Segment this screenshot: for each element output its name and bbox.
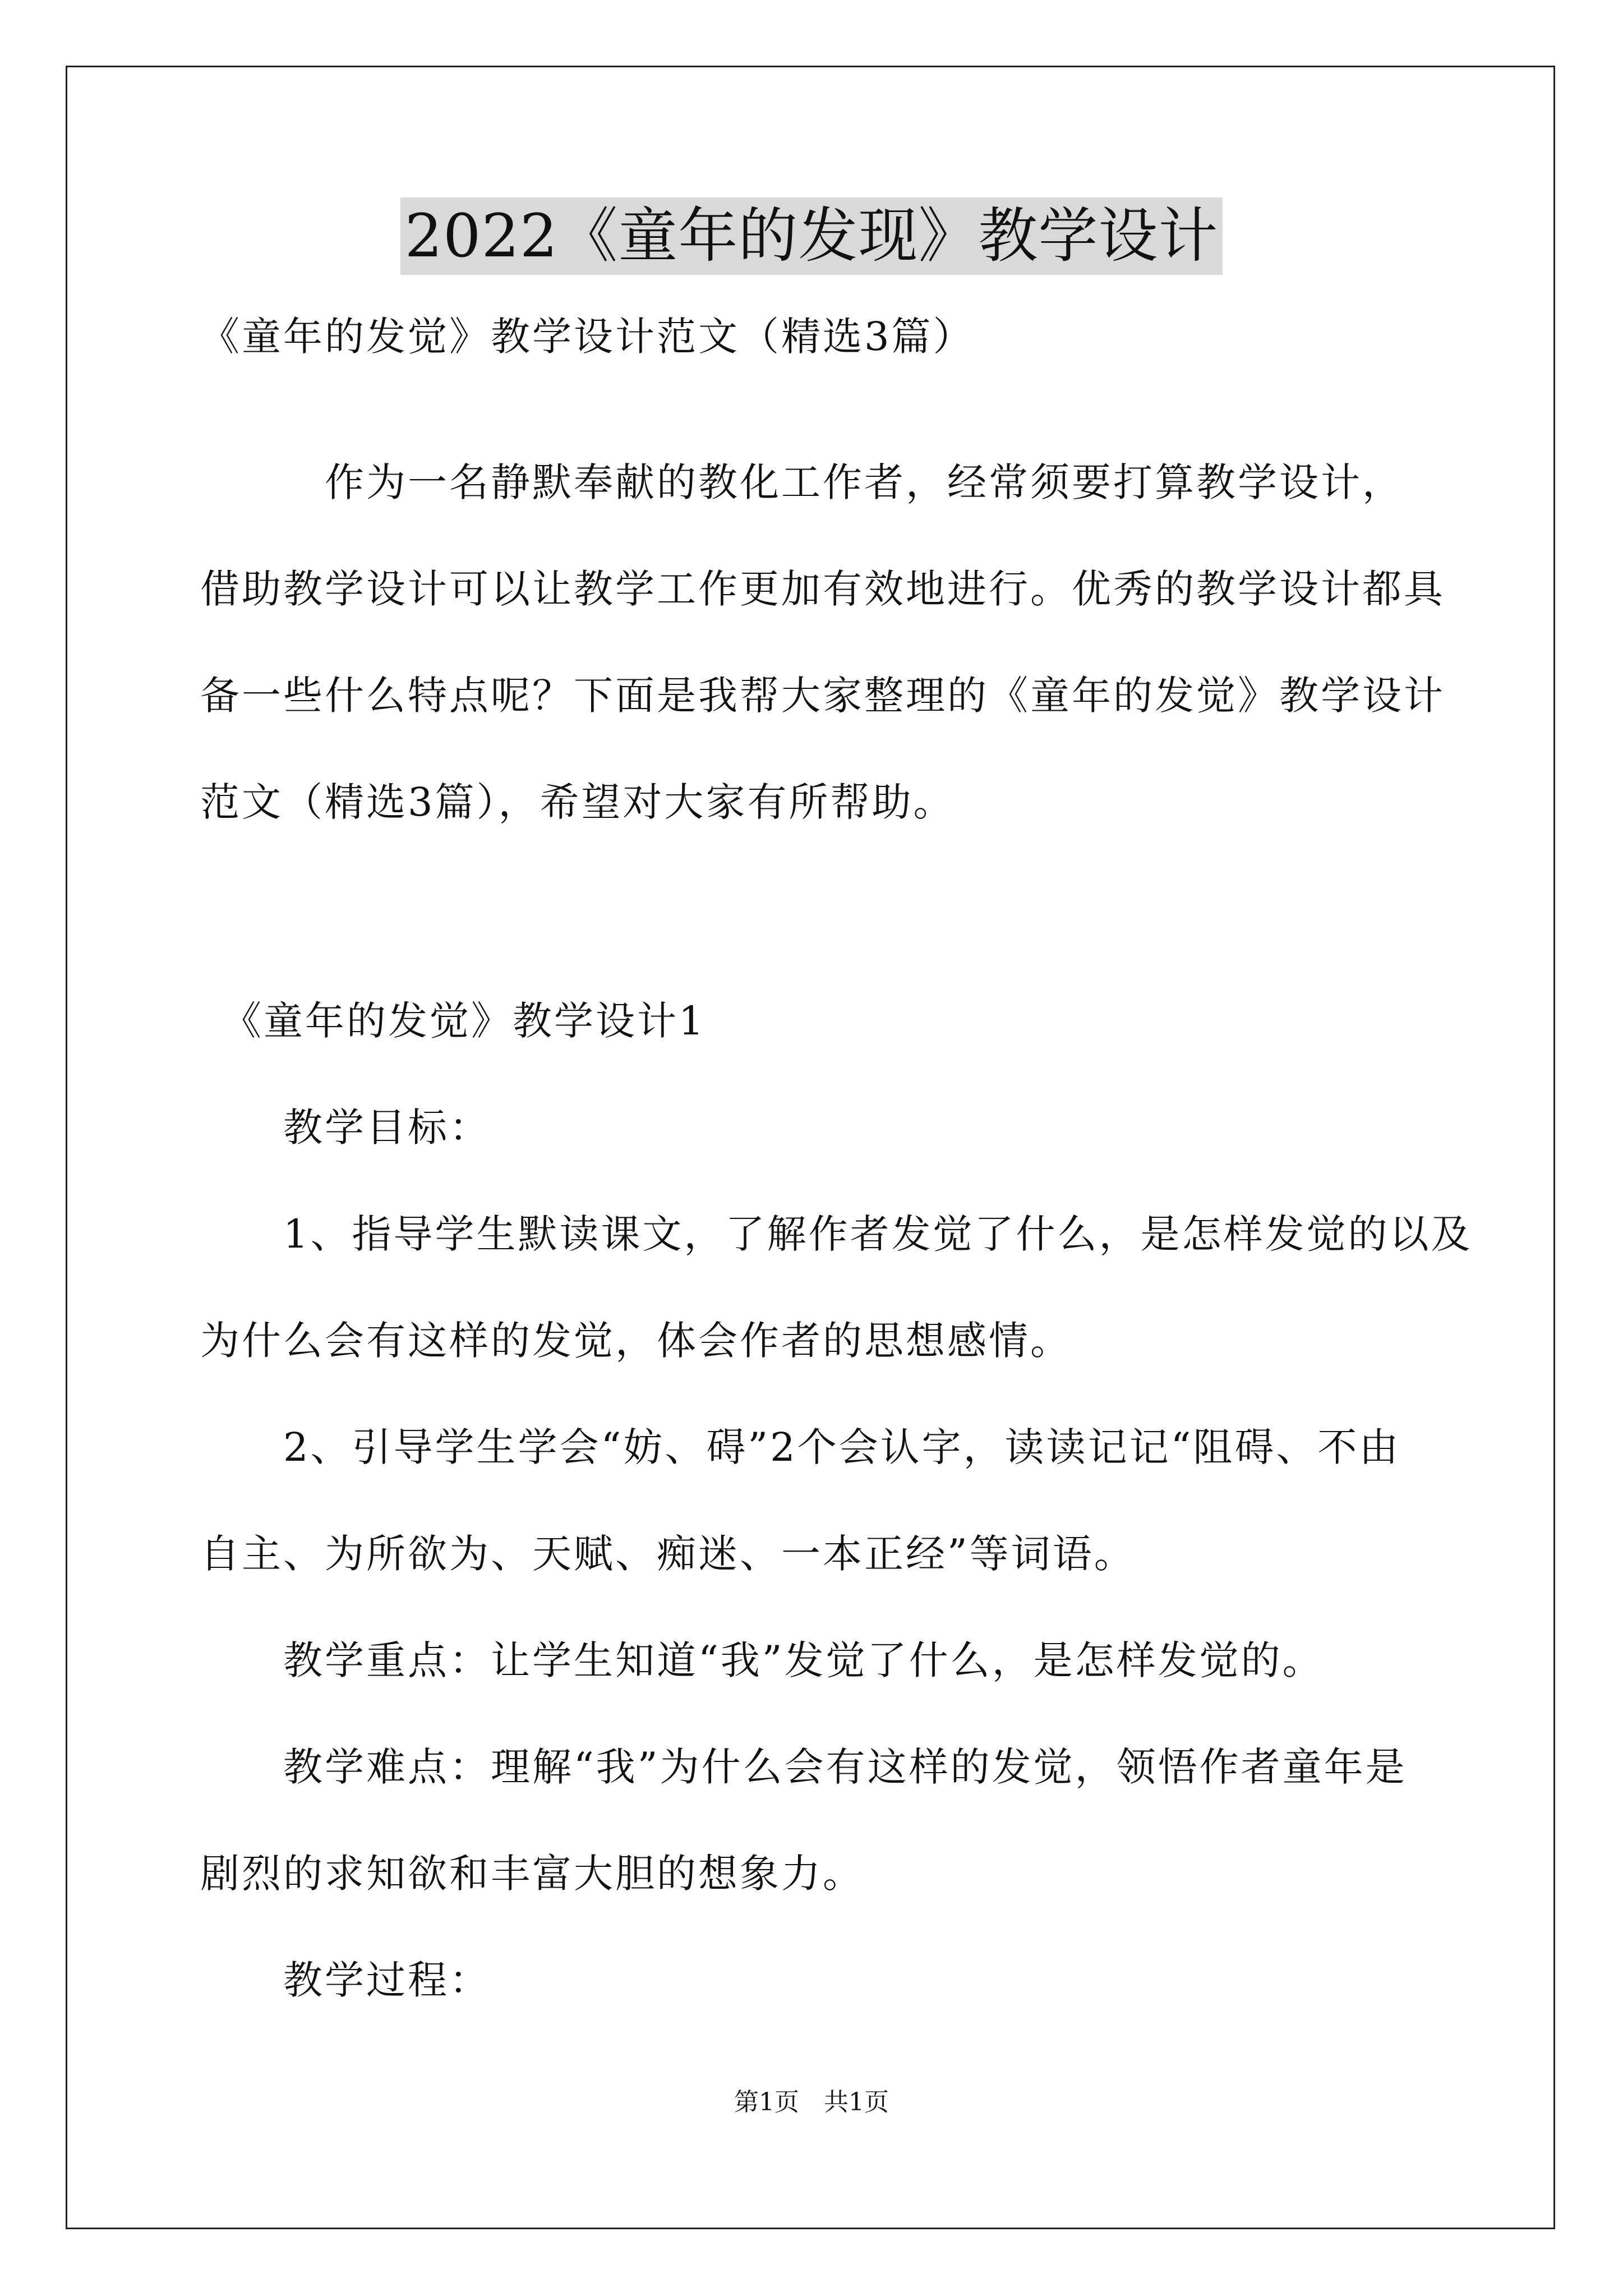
- paragraph-line: 备一些什么特点呢？下面是我帮大家整理的《童年的发觉》教学设计: [200, 673, 1445, 719]
- paragraph-line: 自主、为所欲为、天赋、痴迷、一本正经”等词语。: [200, 1531, 1136, 1577]
- paragraph-line: 教学难点：理解“我”为什么会有这样的发觉，领悟作者童年是: [200, 1744, 1407, 1790]
- paragraph-line: 1、指导学生默读课文，了解作者发觉了什么，是怎样发觉的以及: [200, 1211, 1473, 1257]
- paragraph-line: 借助教学设计可以让教学工作更加有效地进行。优秀的教学设计都具: [200, 566, 1445, 612]
- paragraph-line: 范文（精选3篇），希望对大家有所帮助。: [200, 779, 955, 825]
- paragraph-line: 2、引导学生学会“妨、碍”2个会认字，读读记记“阻碍、不由: [200, 1424, 1401, 1470]
- paragraph-line: 为什么会有这样的发觉，体会作者的思想感情。: [200, 1318, 1072, 1364]
- paragraph-line: 教学重点：让学生知道“我”发觉了什么，是怎样发觉的。: [200, 1637, 1324, 1683]
- paragraph-line: 剧烈的求知欲和丰富大胆的想象力。: [200, 1851, 864, 1897]
- title-container: [0, 197, 1623, 275]
- subtitle-line: 《童年的发觉》教学设计范文（精选3篇）: [200, 314, 975, 360]
- paragraph-line: 作为一名静默奉献的教化工作者，经常须要打算教学设计，: [200, 459, 1404, 505]
- paragraph-line: 教学过程：: [200, 1957, 491, 2003]
- section-heading: 《童年的发觉》教学设计1: [200, 998, 706, 1044]
- paragraph-line: 教学目标：: [200, 1105, 491, 1151]
- page-footer: 第1页 共1页: [734, 2088, 889, 2116]
- document-title: 2022《童年的发现》教学设计: [400, 197, 1223, 275]
